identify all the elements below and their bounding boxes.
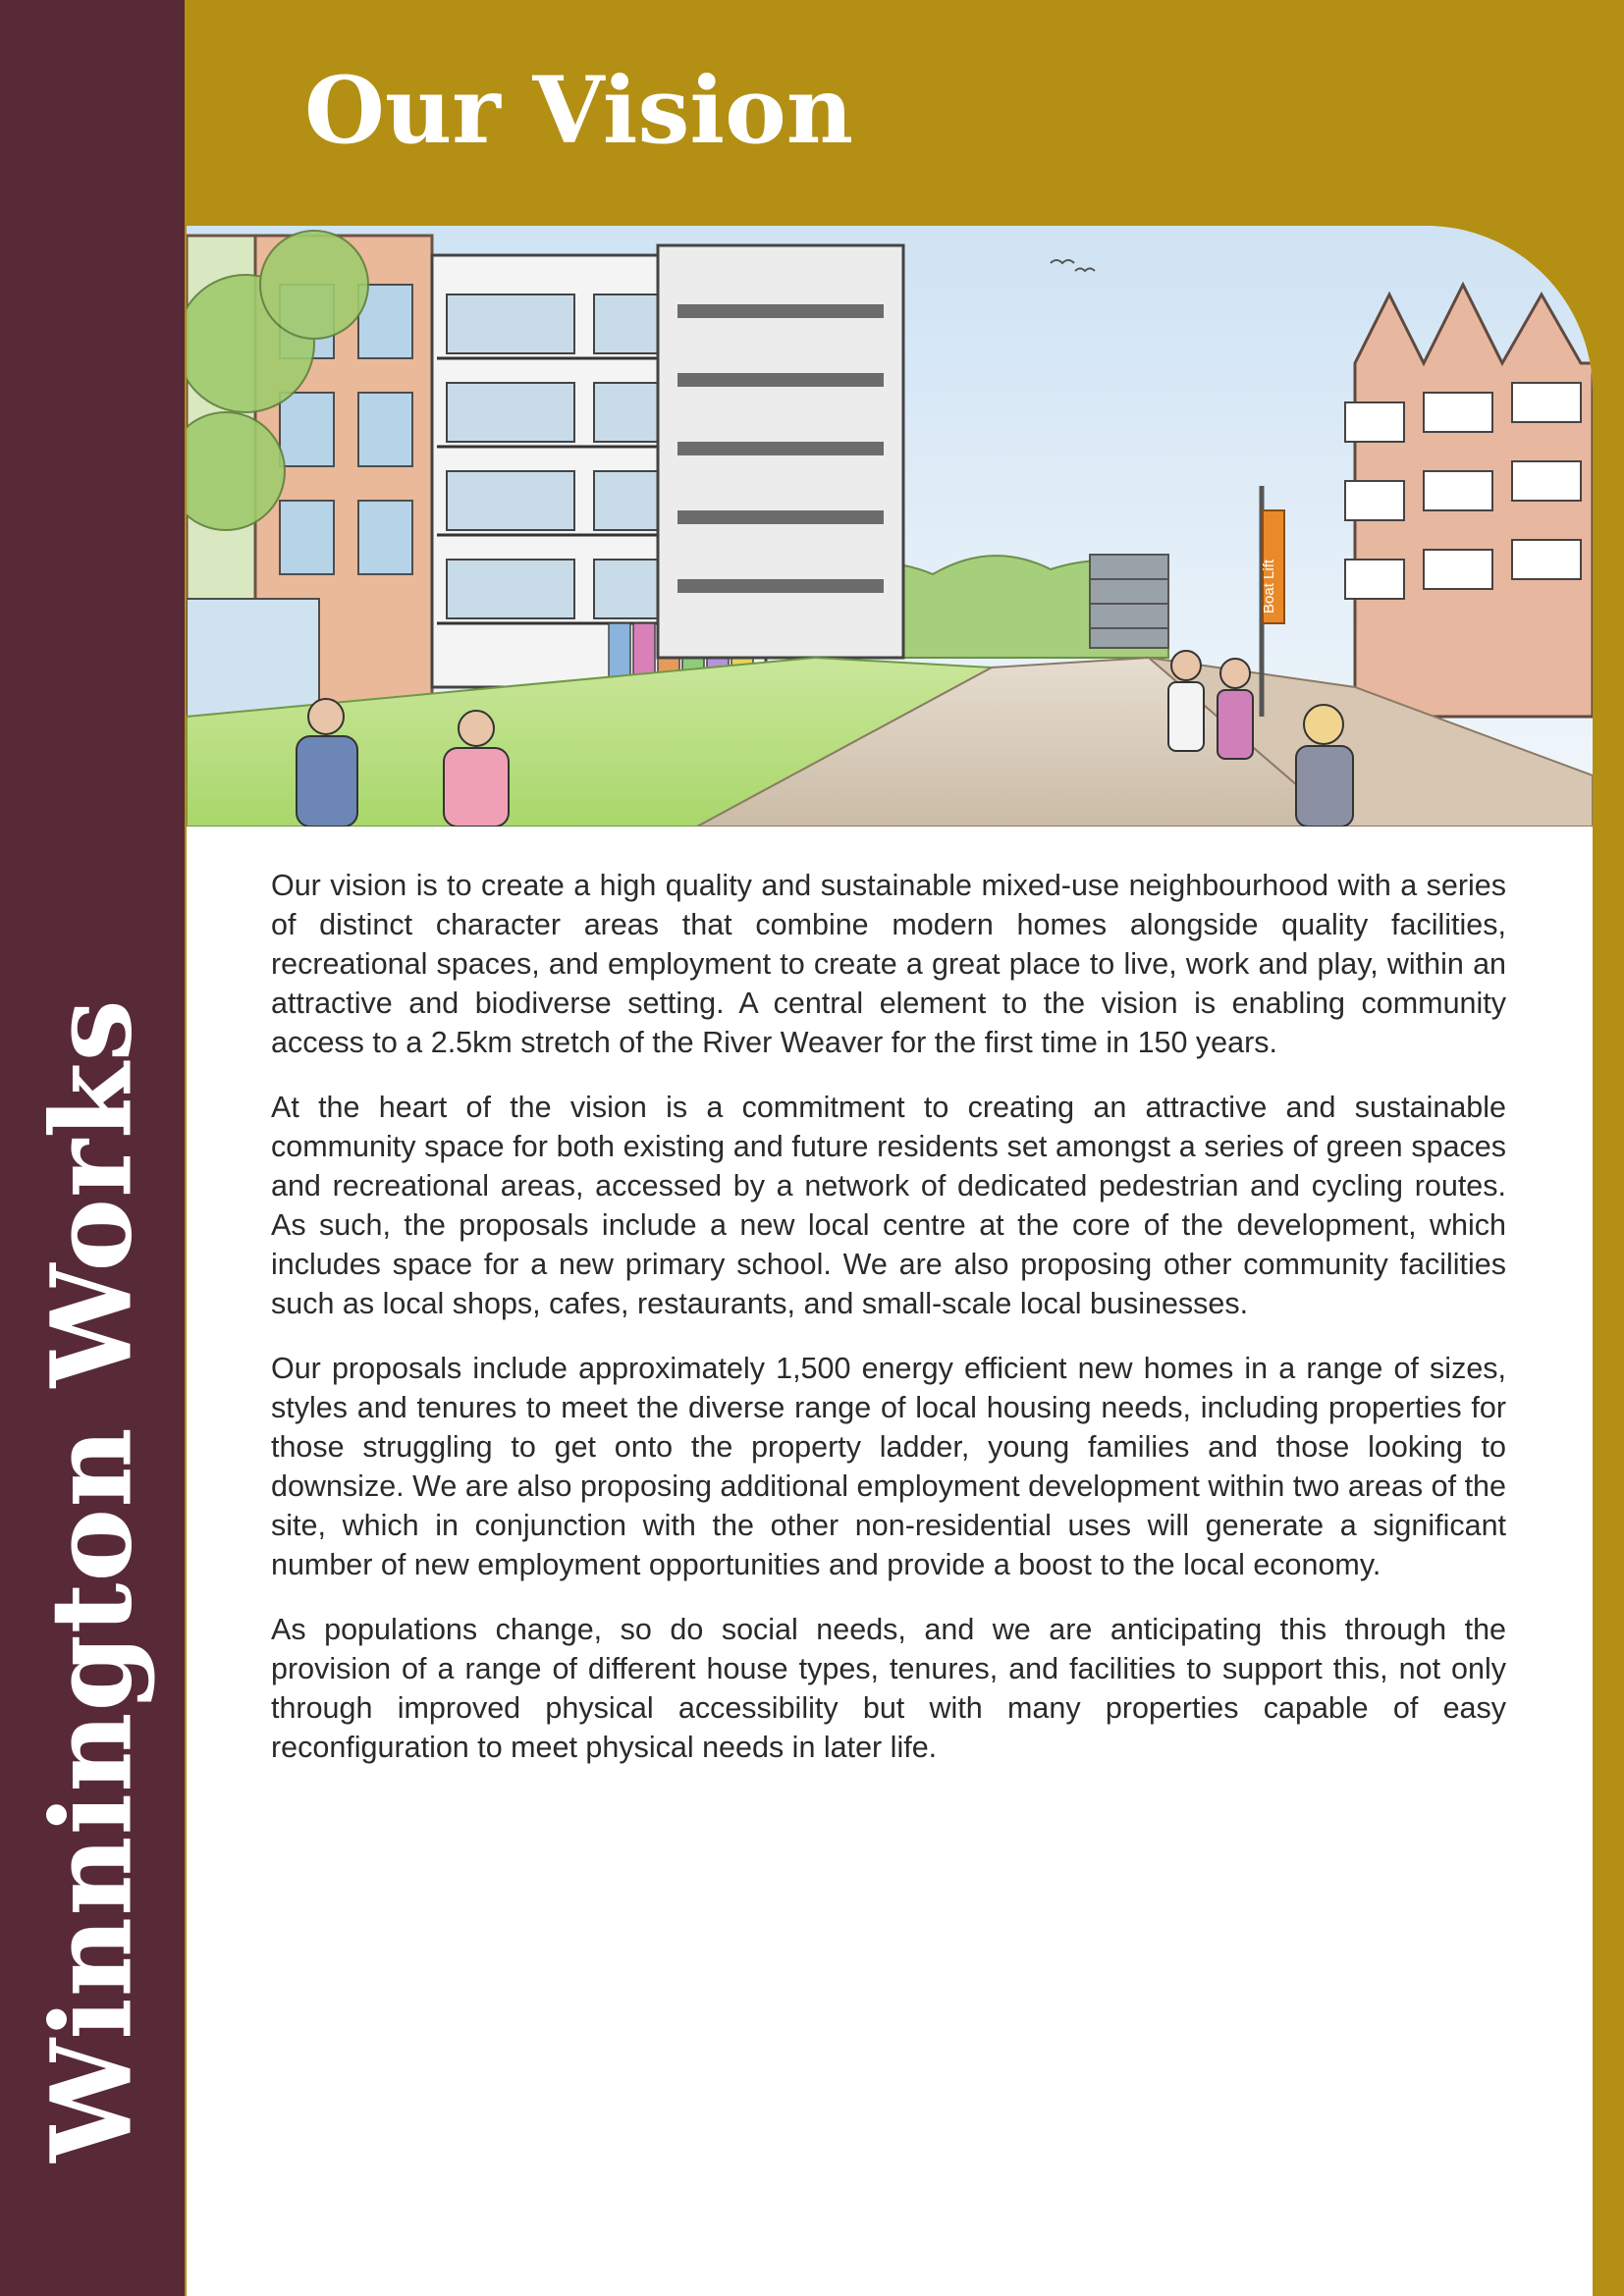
content-panel — [187, 226, 1593, 2296]
banner-label: Boat Lift — [1261, 559, 1277, 614]
sidebar — [0, 0, 185, 2296]
paragraph-populations: As populations change, so do social needs, and we are anticipating this through the provision of a range of different house types, tenures, and facilities to support this, not only through improved physical accessibility but with many properties capable of easy reconfiguration to meet physical needs in later life. — [271, 1613, 1506, 1764]
hero-illustration — [187, 226, 1593, 827]
paragraph-heart: At the heart of the vision is a commitment to creating an attractive and sustainable community space for both existing and future residents set amongst a series of green spaces and recreational areas, accessed by a network of dedicated pedestrian and cycling routes. As such, the proposals include a new local centre at the core of the development, which includes space for a new primary school. We are also proposing other community facilities such as local shops, cafes, restaurants, and small-scale local businesses. — [271, 1091, 1506, 1320]
body-text — [271, 866, 1506, 1792]
page-title: Our Vision — [304, 57, 854, 165]
sidebar-title: Winnington Works — [27, 998, 157, 2163]
paragraph-proposals: Our proposals include approximately 1,500 energy efficient new homes in a range of sizes, styles and tenures to meet the diverse range of local housing needs, including properties for those struggling to get onto the property ladder, young families and those looking to downsize. We are also proposing additional employment development within two areas of the site, which in conjunction with the other non-residential uses will generate a significant number of new employment opportunities and provide a boost to the local economy. — [271, 1352, 1506, 1581]
paragraph-vision: Our vision is to create a high quality and sustainable mixed-use neighbourhood with a series of distinct character areas that combine modern homes alongside quality facilities, recreational spaces, and employment to create a great place to live, work and play, within an attractive and biodiverse setting. A central element to the vision is enabling community access to a 2.5km stretch of the River Weaver for the first time in 150 years. — [271, 869, 1506, 1059]
